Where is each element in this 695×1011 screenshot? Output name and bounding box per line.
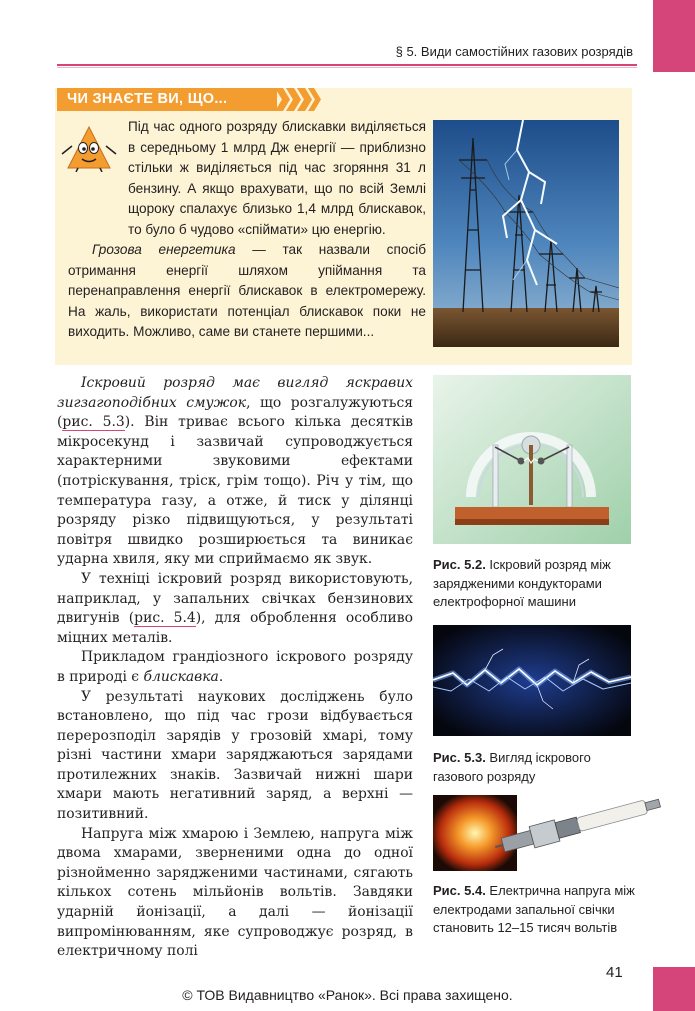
paragraph-voltage: Напруга між хмарою і Землею, напруга між двома хмарами, зверненими одна до одної різнойменно зарядженими частинами, сягають кількох сотень мільйонів вольтів. Завдяки ударній йонізації, а далі — йонізації випромінюванням, яке супроводжує розряд, в електричному полі <box>57 825 413 960</box>
paragraph-spark-definition: Іскровий розряд має вигляд яскравих зигзагоподібних смужок, що розгалужуються (рис. 5.3). Він триває всього кілька десятків мікросекунд і зазвичай супроводжується характерними звуковими ефектами (потріскування, тріск, грім тощо). Річ у тім, що температура газу, а отже, й тиск у ділянці розряду різко підвищуються, у результаті повітря швидко розширюється та виникає ударна хвиля, яку ми сприймаємо як звук. <box>57 375 414 568</box>
spark-plug-photo <box>433 795 666 871</box>
lightning-term: блискавка <box>143 668 219 685</box>
header-rule <box>57 64 637 66</box>
spark-discharge-photo <box>433 625 631 736</box>
header-rule-thin <box>57 67 637 68</box>
info-term: Грозова енергетика <box>92 242 236 257</box>
lightning-towers-photo <box>433 120 619 347</box>
spark-term: Іскровий розряд має вигляд яскравих зигзагоподібних смужок <box>57 375 413 411</box>
section-tab-top <box>653 0 695 72</box>
did-you-know-text <box>68 117 426 343</box>
electrophore-machine-photo <box>433 375 631 544</box>
copyright-footer: © ТОВ Видавництво «Ранок». Всі права захищено. <box>182 987 513 1003</box>
paragraph-technology: У техніці іскровий розряд використовують, наприклад, у запальних свічках бензинових двигунів (рис. 5.4), для оброблення особливо міцних металів. <box>57 570 413 646</box>
caption-label: Рис. 5.2. <box>433 557 486 572</box>
paragraph-research: У результаті наукових досліджень було встановлено, що під час грози відбувається перерозподіл зарядів у грозовій хмарі, тому різні частини хмари заряджаються зарядами протилежних знаків. Зазвичай нижні шари хмари мають негативний заряд, а верхні — позитивний. <box>57 688 413 823</box>
chevrons-icon <box>275 88 321 111</box>
running-header: § 5. Види самостійних газових розрядів <box>395 44 633 59</box>
main-body-text <box>57 374 413 962</box>
figure-ref-5-4[interactable]: рис. 5.4 <box>134 610 196 627</box>
page-number: 41 <box>606 964 623 981</box>
info-paragraph-1: Під час одного розряду блискавки виділяється в середньому 1 млрд Дж енергії — приблизно стільки ж виділяється під час згоряння 31 л бензину. А якщо врахувати, що по всій Землі щороку спалахує близько 1,4 млрд блискавок, то було б чудово «спіймати» цю енергію. <box>128 119 426 237</box>
paragraph-lightning-example: Прикладом грандіозного іскрового розряду в природі є блискавка. <box>57 649 413 685</box>
figure-ref-5-3[interactable]: рис. 5.3 <box>62 414 125 431</box>
caption-label: Рис. 5.3. <box>433 750 486 765</box>
caption-fig-5-4: Рис. 5.4. Електрична напруга між електродами запальної свічки становить 12–15 тисяч вольтів <box>433 883 635 935</box>
info-paragraph-2: Грозова енергетика — так назвали спосіб отримання енергії шляхом упіймання та перенаправлення енергії блискавок в електромережу. На жаль, використати потенціал блискавок поки не виходить. Можливо, саме ви станете першими... <box>68 242 427 339</box>
caption-fig-5-3: Рис. 5.3. Вигляд іскрового газового розряду <box>433 750 591 784</box>
caption-label: Рис. 5.4. <box>433 883 486 898</box>
did-you-know-banner: ЧИ ЗНАЄТЕ ВИ, ЩО... <box>57 88 277 111</box>
caption-fig-5-2: Рис. 5.2. Іскровий розряд між зарядженими кондукторами електрофорної машини <box>433 557 611 609</box>
